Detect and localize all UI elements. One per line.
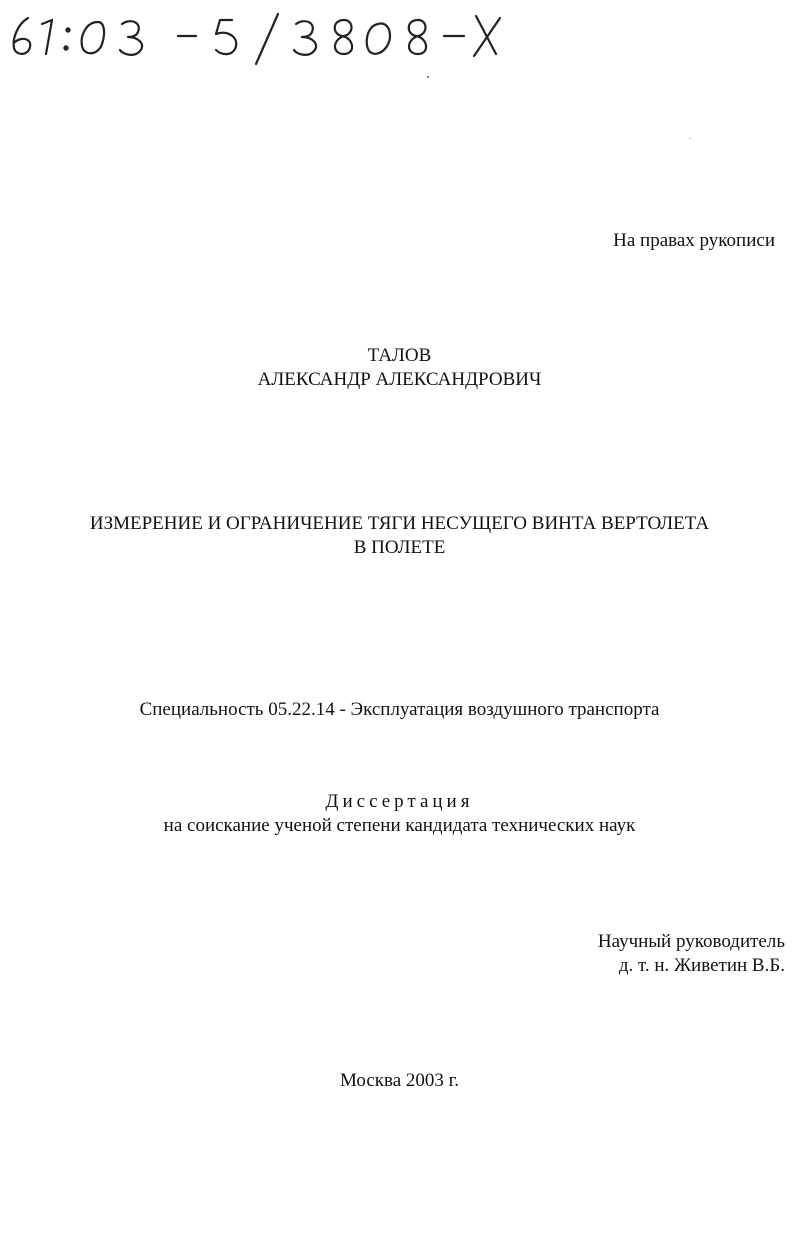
author-name: АЛЕКСАНДР АЛЕКСАНДРОВИЧ [257,369,542,390]
work-type-subtitle: на соискание ученой степени кандидата технических наук [163,815,636,836]
thesis-title-line-2: В ПОЛЕТЕ [353,537,446,558]
scan-speck [427,76,429,78]
place-and-year: Москва 2003 г. [339,1070,460,1091]
author-surname: ТАЛОВ [367,345,432,366]
work-type-heading: Диссертация [325,791,474,812]
handwritten-archive-code [6,6,526,66]
thesis-title-line-1: ИЗМЕРЕНИЕ И ОГРАНИЧЕНИЕ ТЯГИ НЕСУЩЕГО ВИНТА ВЕРТОЛЕТА [89,513,710,534]
supervisor-label: Научный руководитель [597,931,785,952]
scan-speck [690,138,691,139]
rights-note: На правах рукописи [613,230,775,251]
specialty-line: Специальность 05.22.14 - Эксплуатация воздушного транспорта [139,699,660,720]
supervisor-name: д. т. н. Живетин В.Б. [618,955,785,976]
